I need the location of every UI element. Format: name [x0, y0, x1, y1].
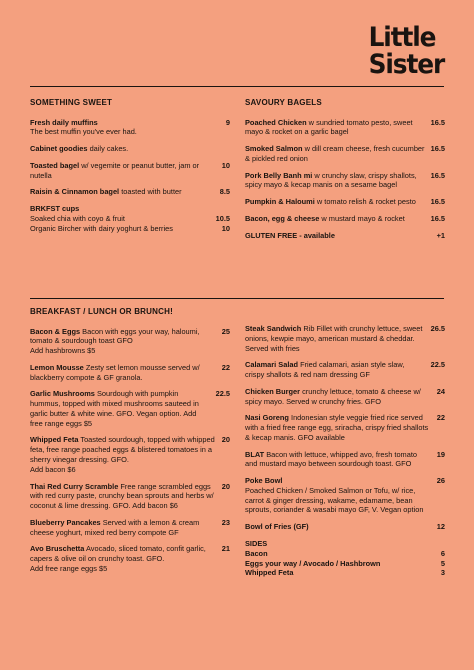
section-title: SOMETHING SWEET	[30, 98, 113, 107]
menu-item: Steak Sandwich Rib Fillet with crunchy lettuce, sweet onions, kewpie mayo, american mustard & cheddar. Served with fries 26.5	[245, 324, 445, 353]
section-something-sweet	[30, 98, 230, 240]
menu-item: Bacon & Eggs Bacon with eggs your way, haloumi, tomato & sourdough toast GFO Add hashbrowns $5 25	[30, 326, 230, 356]
menu-item: Calamari Salad Fried calamari, asian style slaw, crispy shallots & red nam dressing GF 22.5	[245, 360, 445, 380]
menu-item: Pumpkin & Haloumi w tomato relish & rocket pesto 16.5	[245, 197, 445, 207]
side-item: Whipped Feta 3	[245, 568, 445, 578]
brand-line-1: Little	[368, 22, 436, 53]
menu-item: Cabinet goodies daily cakes.	[30, 144, 129, 154]
menu-item: Poached Chicken w sundried tomato pesto, sweet mayo & rocket on a garlic bagel 16.5	[245, 117, 445, 137]
brand-logo	[368, 24, 444, 78]
section-savoury-bagels	[245, 98, 445, 247]
item-price: 8.5	[219, 187, 230, 197]
side-item: Eggs your way / Avocado / Hashbrown 5	[245, 558, 445, 568]
menu-item: Avo Bruschetta Avocado, sliced tomato, confit garlic, capers & olive oil on crunchy toast. GFO. Add free range eggs $5 21	[30, 544, 230, 573]
menu-item: GLUTEN FREE - available +1	[245, 230, 445, 240]
menu-item: Lemon Mousse Zesty set lemon mousse served w/ blackberry compote & GF granola. 22	[30, 362, 230, 382]
menu-item: Pork Belly Banh mi w crunchy slaw, crispy shallots, spicy mayo & kecap manis on a sesame bagel 16.5	[245, 170, 445, 190]
menu-item: Nasi Goreng Indonesian style veggie fried rice served with a fried free range egg, sriracha, crispy fried shallots & kecap manis. GFO available 22	[245, 413, 445, 442]
menu-item: Thai Red Curry Scramble Free range scrambled eggs with red curry paste, crunchy bean sprouts and herbs w/ coconut & lime dressing. GFO. Add bacon $6 20	[30, 481, 230, 511]
section-title: BREAKFAST / LUNCH OR BRUNCH!	[30, 307, 173, 316]
menu-item: Poke Bowl Poached Chicken / Smoked Salmon or Tofu, w/ rice, carrot & ginger dressing, wakame, edamame, bean sprouts, coriander & wasabi mayo GF, V. Vegan option 26	[245, 476, 445, 515]
section-breakfast-left	[30, 307, 230, 581]
menu-item: Raisin & Cinnamon bagel toasted with butter 8.5	[30, 187, 230, 197]
brand-line-2: Sister	[368, 49, 444, 80]
menu-item: Blueberry Pancakes Served with a lemon & cream cheese yoghurt, mixed red berry compote GF 23	[30, 517, 230, 537]
top-divider	[30, 86, 444, 87]
menu-item: Chicken Burger crunchy lettuce, tomato & cheese w/ spicy mayo. Served w crunchy fries. GFO 24	[245, 386, 445, 406]
brkfst-cups: BRKFST cups Soaked chia with coyo & fruit 10.5 Organic Bircher with dairy yoghurt & berries 10	[30, 204, 230, 233]
side-item: Bacon 6	[245, 548, 445, 558]
menu-item: Garlic Mushrooms Sourdough with pumpkin hummus, topped with mixed mushrooms sauteed in garlic butter & white wine. GFO. Vegan option. Add free range eggs $5 22.5	[30, 389, 230, 428]
menu-item: BLAT Bacon with lettuce, whipped avo, fresh tomato and mustard mayo between sourdough toast. GFO 19	[245, 449, 445, 469]
section-breakfast-right	[245, 324, 445, 578]
item-price: 9	[225, 117, 230, 127]
sides-list: SIDES Bacon 6 Eggs your way / Avocado / Hashbrown 5 Whipped Feta 3	[245, 539, 445, 578]
menu-item: Bacon, egg & cheese w mustard mayo & rocket 16.5	[245, 213, 445, 223]
item-price: 10	[221, 160, 230, 170]
section-title: SAVOURY BAGELS	[245, 98, 322, 107]
menu-item: Whipped Feta Toasted sourdough, topped with whipped feta, free range poached eggs & blistered tomatoes in a sherry vinegar dressing. GFO. Add bacon $6 20	[30, 435, 230, 474]
menu-item: Fresh daily muffins The best muffin you've ever had. 9	[30, 117, 230, 137]
menu-item: Toasted bagel w/ vegemite or peanut butter, jam or nutella 10	[30, 160, 230, 180]
menu-item: Bowl of Fries (GF) 12	[245, 522, 445, 532]
middle-divider	[30, 298, 444, 299]
menu-item: Smoked Salmon w dill cream cheese, fresh cucumber & pickled red onion 16.5	[245, 144, 445, 163]
